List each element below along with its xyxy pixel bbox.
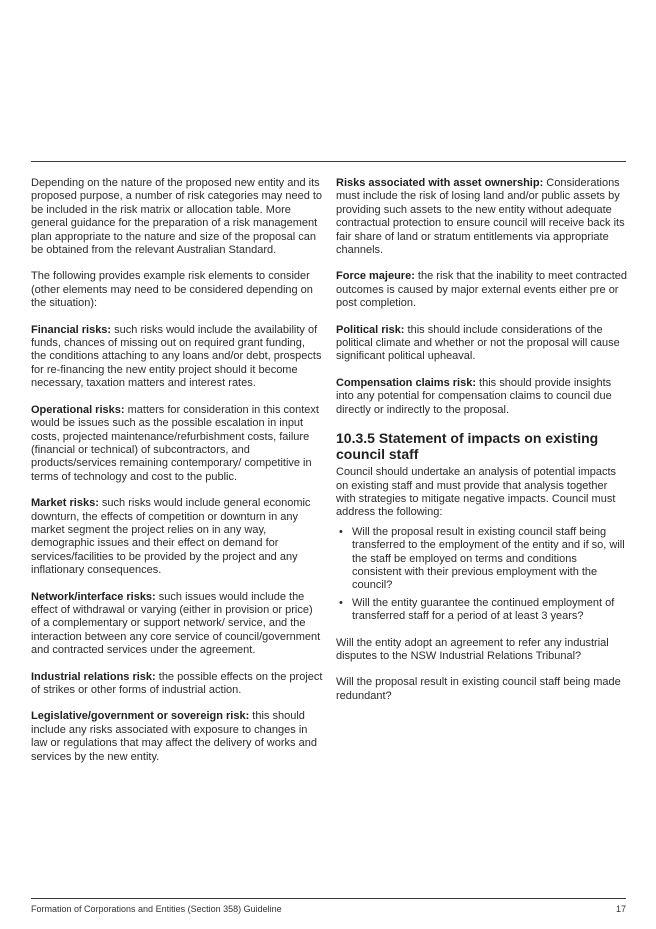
risk-text: this should provide insights into any potential for compensation claims to council due directly or indirectly to the proposal. [336,376,612,416]
risk-text: such risks would include general economic downturn, the effects of competition or downturn in any market segment the project relies on in any way, demographic issues and their effect on demand for services/facilities to be provided by the project and any inflationary consequences. [31,497,311,577]
asset-ownership-risk-paragraph [336,177,628,257]
legislative-risk-paragraph [31,710,323,764]
closing-question-2: Will the proposal result in existing council staff being made redundant? [336,676,621,702]
list-item: • Will the proposal result in existing council staff being transferred to the employment of the entity and if so, will the staff be employed on terms and conditions consistent with their previous employment with the council? [336,526,628,593]
risk-text: Considerations must include the risk of losing land and/or public assets by providing such assets to the new entity without adequate contractual protection to ensure council will receive back its fair share of land or stratum entitlements via appropriate channels. [336,177,625,257]
risk-text: this should include considerations of the political climate and whether or not the proposal will cause significant political upheaval. [336,323,620,363]
risk-text: this should include any risks associated with exposure to changes in law or regulations that may affect the delivery of works and services by the new entity. [31,710,317,763]
intro-paragraph: Depending on the nature of the proposed new entity and its proposed purpose, a number of risk categories may need to be included in the risk matrix or allocation table. More general guidance for the preparation of a risk management plan appropriate to the nature and size of the proposal can be obtained from the relevant Australian Standard. [31,177,323,257]
section-heading: 10.3.5 Statement of impacts on existing council staff [336,430,599,463]
risk-text: such risks would include the availability of funds, chances of missing out on required grant funding, the conditions attaching to any loans and/or debt, prospects for re-financing the new entity project should it become necessary, taxation matters and interest rates. [31,323,322,390]
intro-paragraph-2: The following provides example risk elements to consider (other elements may need to be considered depending on the situation): [31,270,313,310]
risk-label: Financial risks: [31,323,112,336]
closing-question-1: Will the entity adopt an agreement to refer any industrial disputes to the NSW Industrial Relations Tribunal? [336,636,609,662]
risk-label: Force majeure: [336,270,415,283]
risk-text: matters for consideration in this context would be issues such as the possible escalation in input costs, projected maintenance/refurbishment costs, failure (financial or technical) of subcontractors, and products/services remaining contemporary/ competitive in terms of technology and cost to the public. [31,403,319,483]
footer-title: Formation of Corporations and Entities (Section 358) Guideline [31,904,282,914]
risk-label: Market risks: [31,497,99,510]
risk-label: Political risk: [336,323,405,336]
risk-text: the possible effects on the project of strikes or other forms of industrial action. [31,670,323,696]
page-number: 17 [615,904,626,914]
risk-label: Operational risks: [31,403,125,416]
market-risks-paragraph [31,497,323,577]
list-item: • Will the entity guarantee the continued employment of transferred staff for a period of at least 3 years? [336,597,628,624]
question-list [336,526,628,624]
risk-label: Legislative/government or sovereign risk: [31,710,250,723]
risk-label: Compensation claims risk: [336,376,476,389]
risk-label: Risks associated with asset ownership: [336,177,544,189]
left-column [31,177,323,777]
industrial-relations-risk-paragraph [31,671,323,698]
financial-risks-paragraph [31,324,323,391]
risk-text: such issues would include the effect of withdrawal or varying (either in provision or price) of a complementary or support network/ service, and the interaction between any core service of council/government and contracted services under the agreement. [31,590,321,657]
force-majeure-paragraph [336,270,628,310]
risk-label: Network/interface risks: [31,590,156,603]
risk-label: Industrial relations risk: [31,670,156,683]
top-divider [31,161,626,162]
political-risk-paragraph [336,324,628,364]
compensation-claims-risk-paragraph [336,377,628,417]
operational-risks-paragraph [31,404,323,484]
section-body: Council should undertake an analysis of potential impacts on existing staff and must provide that analysis together with strategies to mitigate negative impacts. Council must address the following: [336,466,617,519]
right-column [336,177,628,716]
footer-divider [31,898,626,899]
network-interface-risks-paragraph [31,591,323,658]
risk-text: the risk that the inability to meet contracted outcomes is caused by major external events either pre or post completion. [336,270,628,310]
